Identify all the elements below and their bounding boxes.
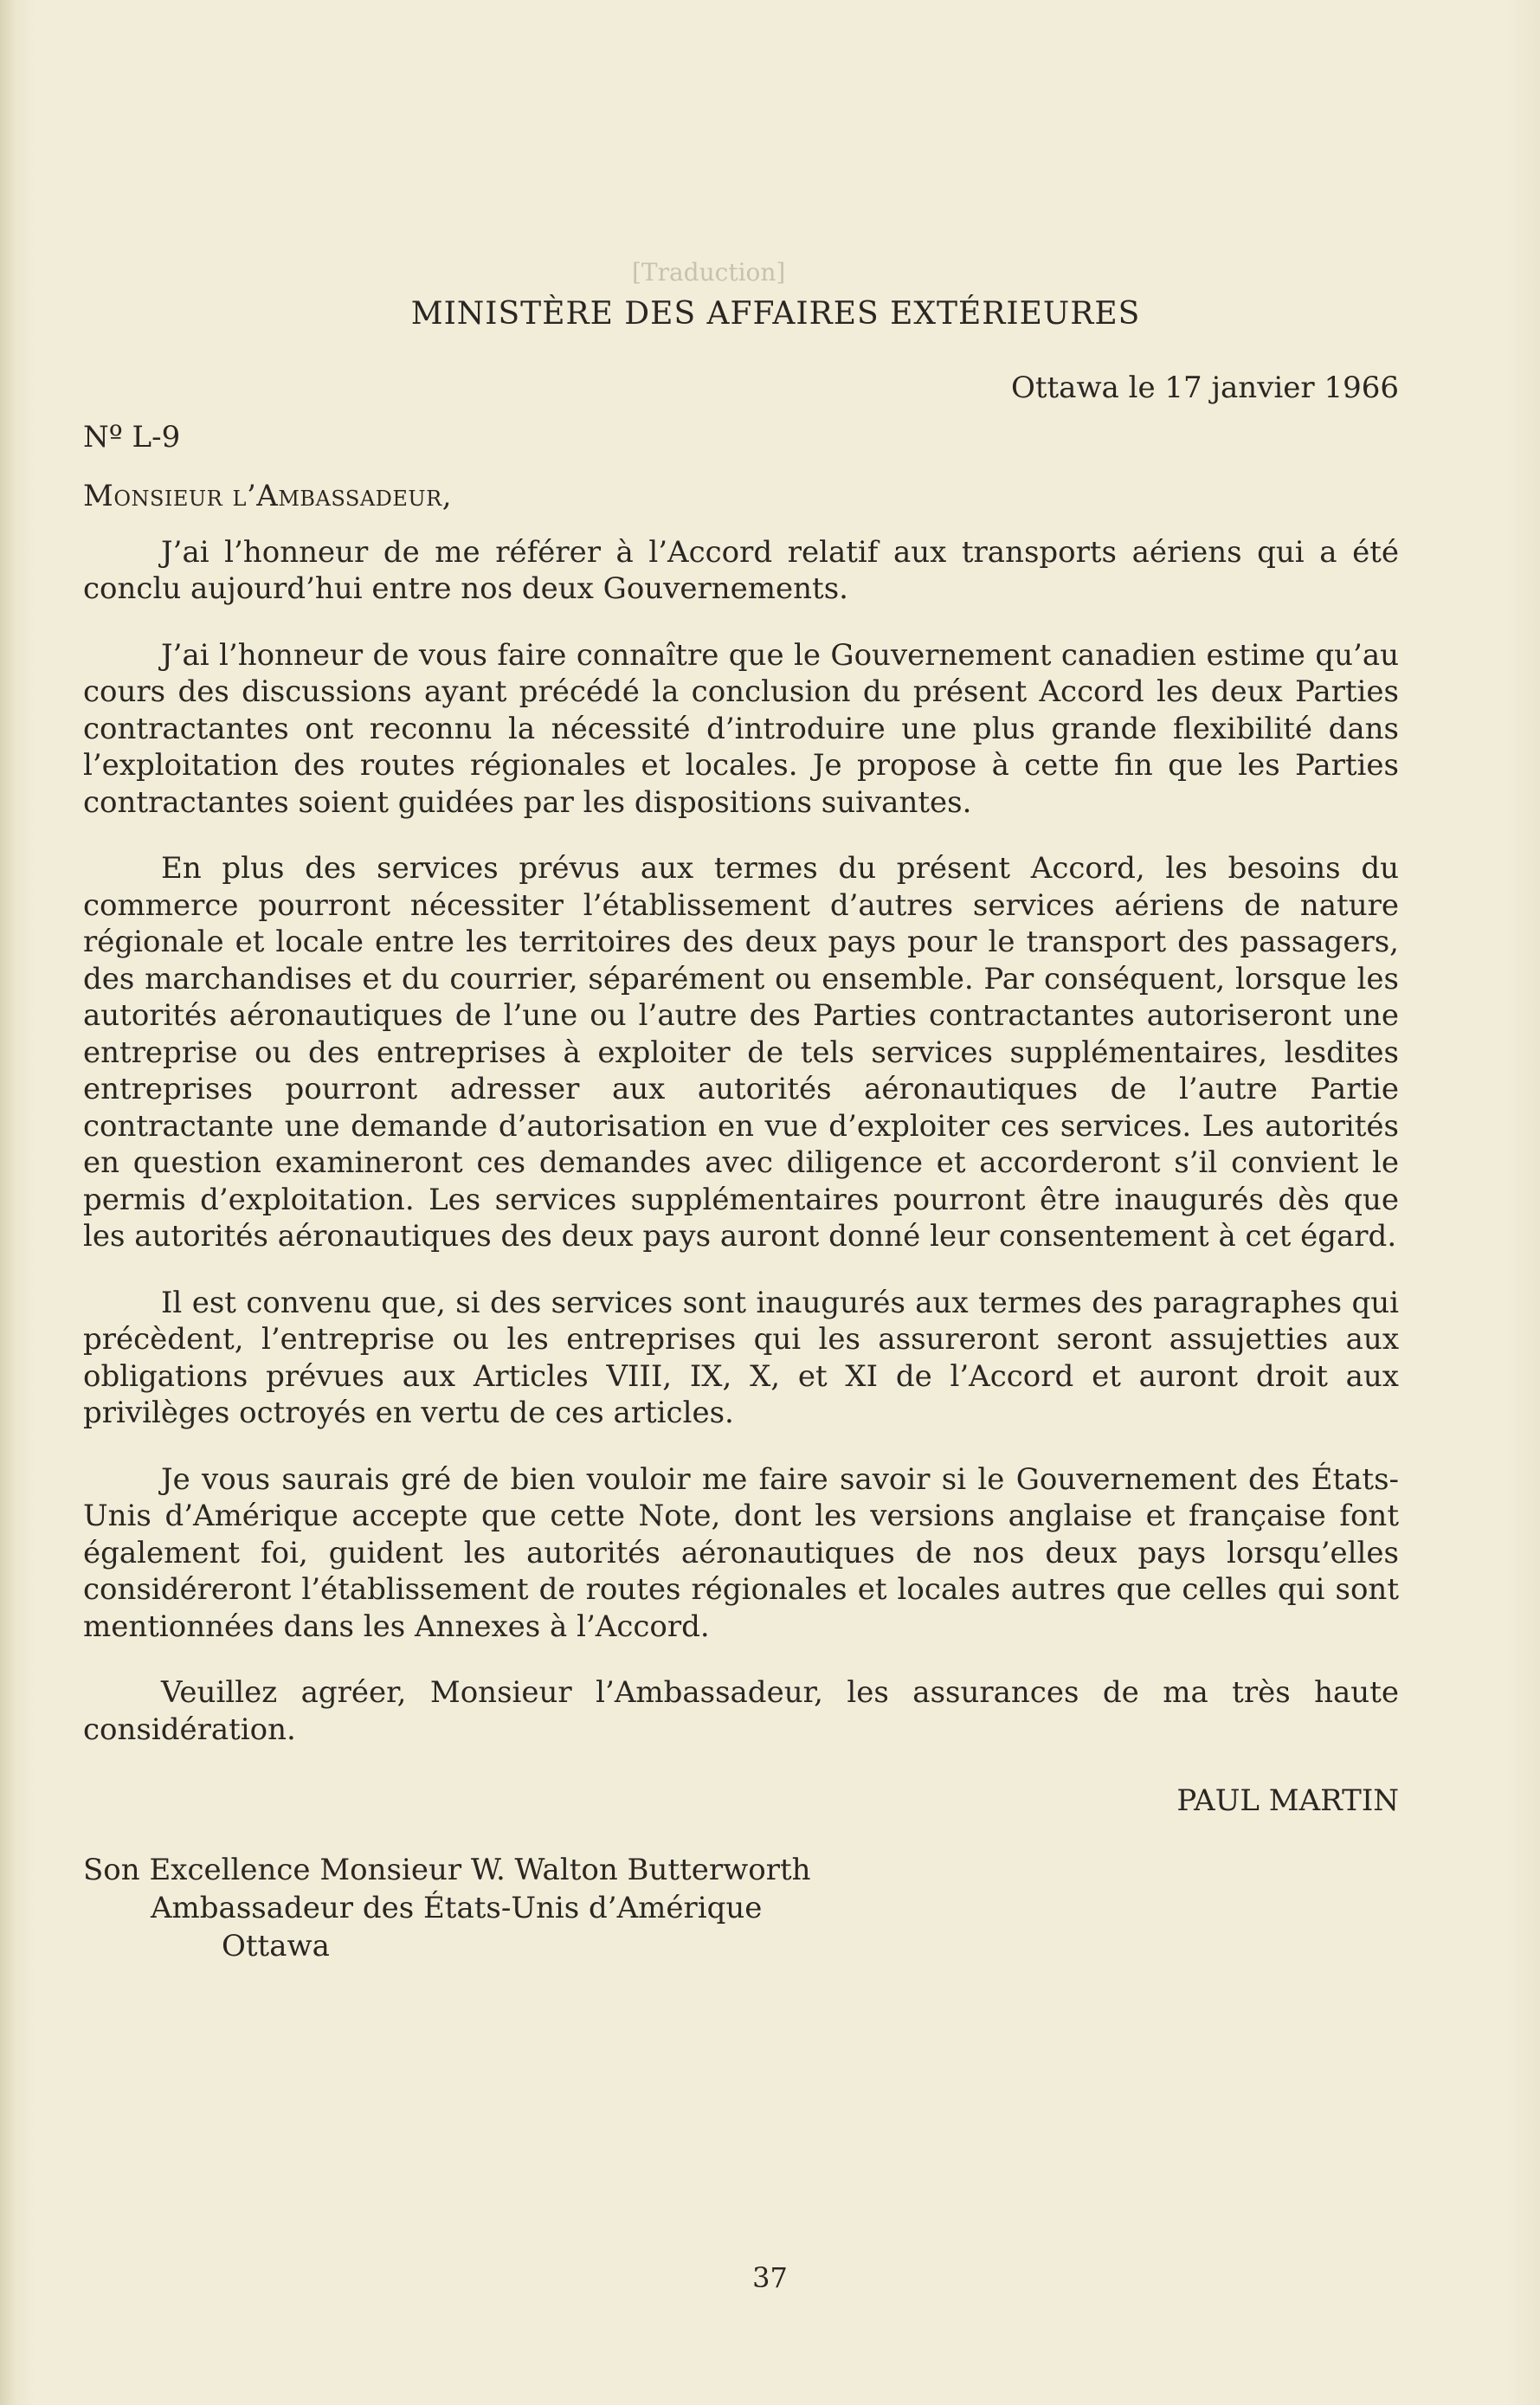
reference-number: Nº L-9 (83, 419, 181, 455)
letter-date: Ottawa le 17 janvier 1966 (1010, 371, 1399, 405)
salutation: Monsieur l’Ambassadeur, (83, 479, 453, 513)
bleed-through-text: [Traduction] (632, 258, 786, 287)
signature: PAUL MARTIN (1176, 1783, 1399, 1818)
paragraph-5: Je vous saurais gré de bien vouloir me faire savoir si le Gouvernement des États-Unis d’Amérique accepte que cette Note, dont les versions anglaise et française font également foi, guident les autorités aéronautiques de nos deux pays lorsqu’elles considéreront l’établissement de routes régionales et locales autres que celles qui sont mentionnées dans les Annexes à l’Accord. (83, 1461, 1399, 1644)
addressee-line: Son Excellence Monsieur W. Walton Butterworth (83, 1852, 811, 1887)
letterhead: MINISTÈRE DES AFFAIRES EXTÉRIEURES (410, 296, 1141, 332)
paragraph-3: En plus des services prévus aux termes du présent Accord, les besoins du commerce pourront nécessiter l’établissement d’autres services aériens de nature régionale et locale entre les territoires des deux pays pour le transport des passagers, des marchandises et du courrier, séparément ou ensemble. Par conséquent, lorsque les autorités aéronautiques de l’une ou l’autre des Parties contractantes autoriseront une entreprise ou des entreprises à exploiter de tels services supplémentaires, lesdites entreprises pourront adresser aux autorités aéronautiques de l’autre Partie contractante une demande d’autorisation en vue d’exploiter ces services. Les autorités en question examineront ces demandes avec diligence et accorderont s’il convient le permis d’exploitation. Les services supplémentaires pourront être inaugurés dès que les autorités aéronautiques des deux pays auront donné leur consentement à cet égard. (83, 851, 1399, 1254)
paragraph-2: J’ai l’honneur de vous faire connaître que le Gouvernement canadien estime qu’au cours des discussions ayant précédé la conclusion du présent Accord les deux Parties contractantes ont reconnu la nécessité d’introduire une plus grande flexibilité dans l’exploitation des routes régionales et locales. Je propose à cette fin que les Parties contractantes soient guidées par les dispositions suivantes. (83, 637, 1399, 820)
paragraph-1: J’ai l’honneur de me référer à l’Accord relatif aux transports aériens qui a été conclu aujourd’hui entre nos deux Gouvernements. (83, 534, 1399, 606)
page-number: 37 (752, 2261, 788, 2294)
addressee-block (83, 1851, 1399, 1966)
addressee-line: Ottawa (222, 1928, 330, 1963)
paragraph-4: Il est convenu que, si des services sont inaugurés aux termes des paragraphes qui précèdent, l’entreprise ou les entreprises qui les assureront seront assujetties aux obligations prévues aux Articles VIII, IX, X, et XI de l’Accord et auront droit aux privilèges octroyés en vertu de ces articles. (83, 1285, 1399, 1430)
closing-paragraph: Veuillez agréer, Monsieur l’Ambassadeur, les assurances de ma très haute considération. (83, 1675, 1399, 1747)
letter-body (83, 294, 1399, 1965)
addressee-line: Ambassadeur des États-Unis d’Amérique (151, 1890, 763, 1925)
